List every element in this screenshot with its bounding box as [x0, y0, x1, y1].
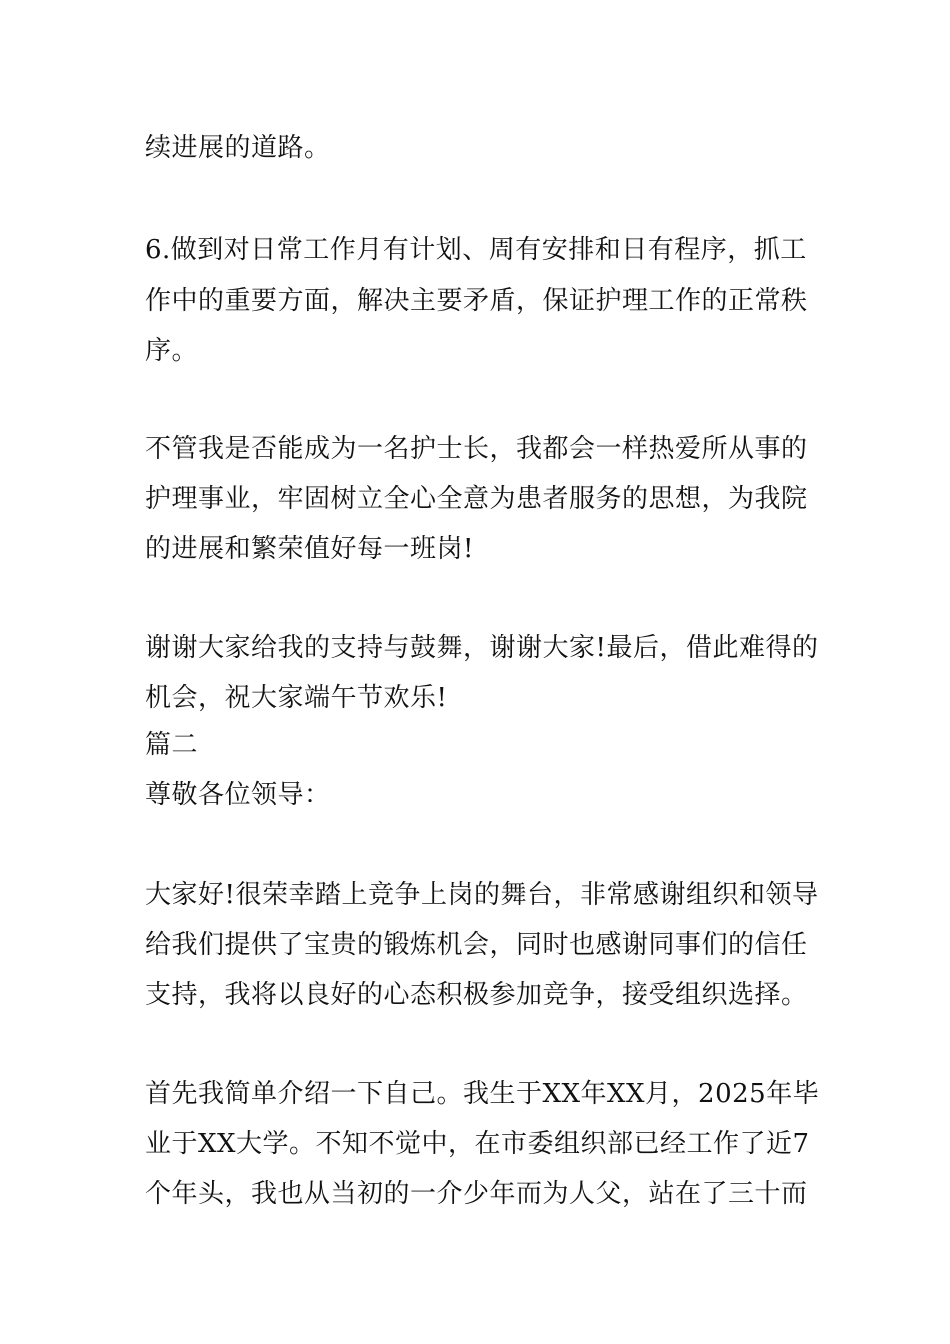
paragraph-line: 支持，我将以良好的心态积极参加竞争，接受组织选择。 — [145, 980, 808, 1010]
paragraph-line: 作中的重要方面，解决主要矛盾，保证护理工作的正常秩 — [145, 286, 808, 316]
paragraph-line: 续进展的道路。 — [145, 133, 331, 163]
paragraph-line: 谢谢大家给我的支持与鼓舞，谢谢大家!最后，借此难得的 — [145, 633, 819, 663]
paragraph-line: 大家好!很荣幸踏上竞争上岗的舞台，非常感谢组织和领导 — [145, 880, 819, 910]
paragraph-line: 的进展和繁荣值好每一班岗! — [145, 534, 474, 564]
paragraph-line: 给我们提供了宝贵的锻炼机会，同时也感谢同事们的信任 — [145, 930, 808, 960]
paragraph-line: 护理事业，牢固树立全心全意为患者服务的思想，为我院 — [145, 484, 808, 514]
paragraph-line: 6.做到对日常工作月有计划、周有安排和日有程序，抓工 — [145, 235, 807, 265]
paragraph-line: 不管我是否能成为一名护士长，我都会一样热爱所从事的 — [145, 434, 808, 464]
paragraph-line: 个年头，我也从当初的一介少年而为人父，站在了三十而 — [145, 1179, 808, 1209]
paragraph-line: 序。 — [145, 336, 199, 366]
paragraph-line: 机会，祝大家端午节欢乐! — [145, 683, 448, 713]
paragraph-line: 业于XX大学。不知不觉中，在市委组织部已经工作了近7 — [145, 1129, 810, 1159]
section-heading: 篇二 — [145, 730, 199, 760]
paragraph-line: 首先我简单介绍一下自己。我生于XX年XX月，2025年毕 — [145, 1079, 820, 1109]
salutation-line: 尊敬各位领导： — [145, 780, 331, 810]
